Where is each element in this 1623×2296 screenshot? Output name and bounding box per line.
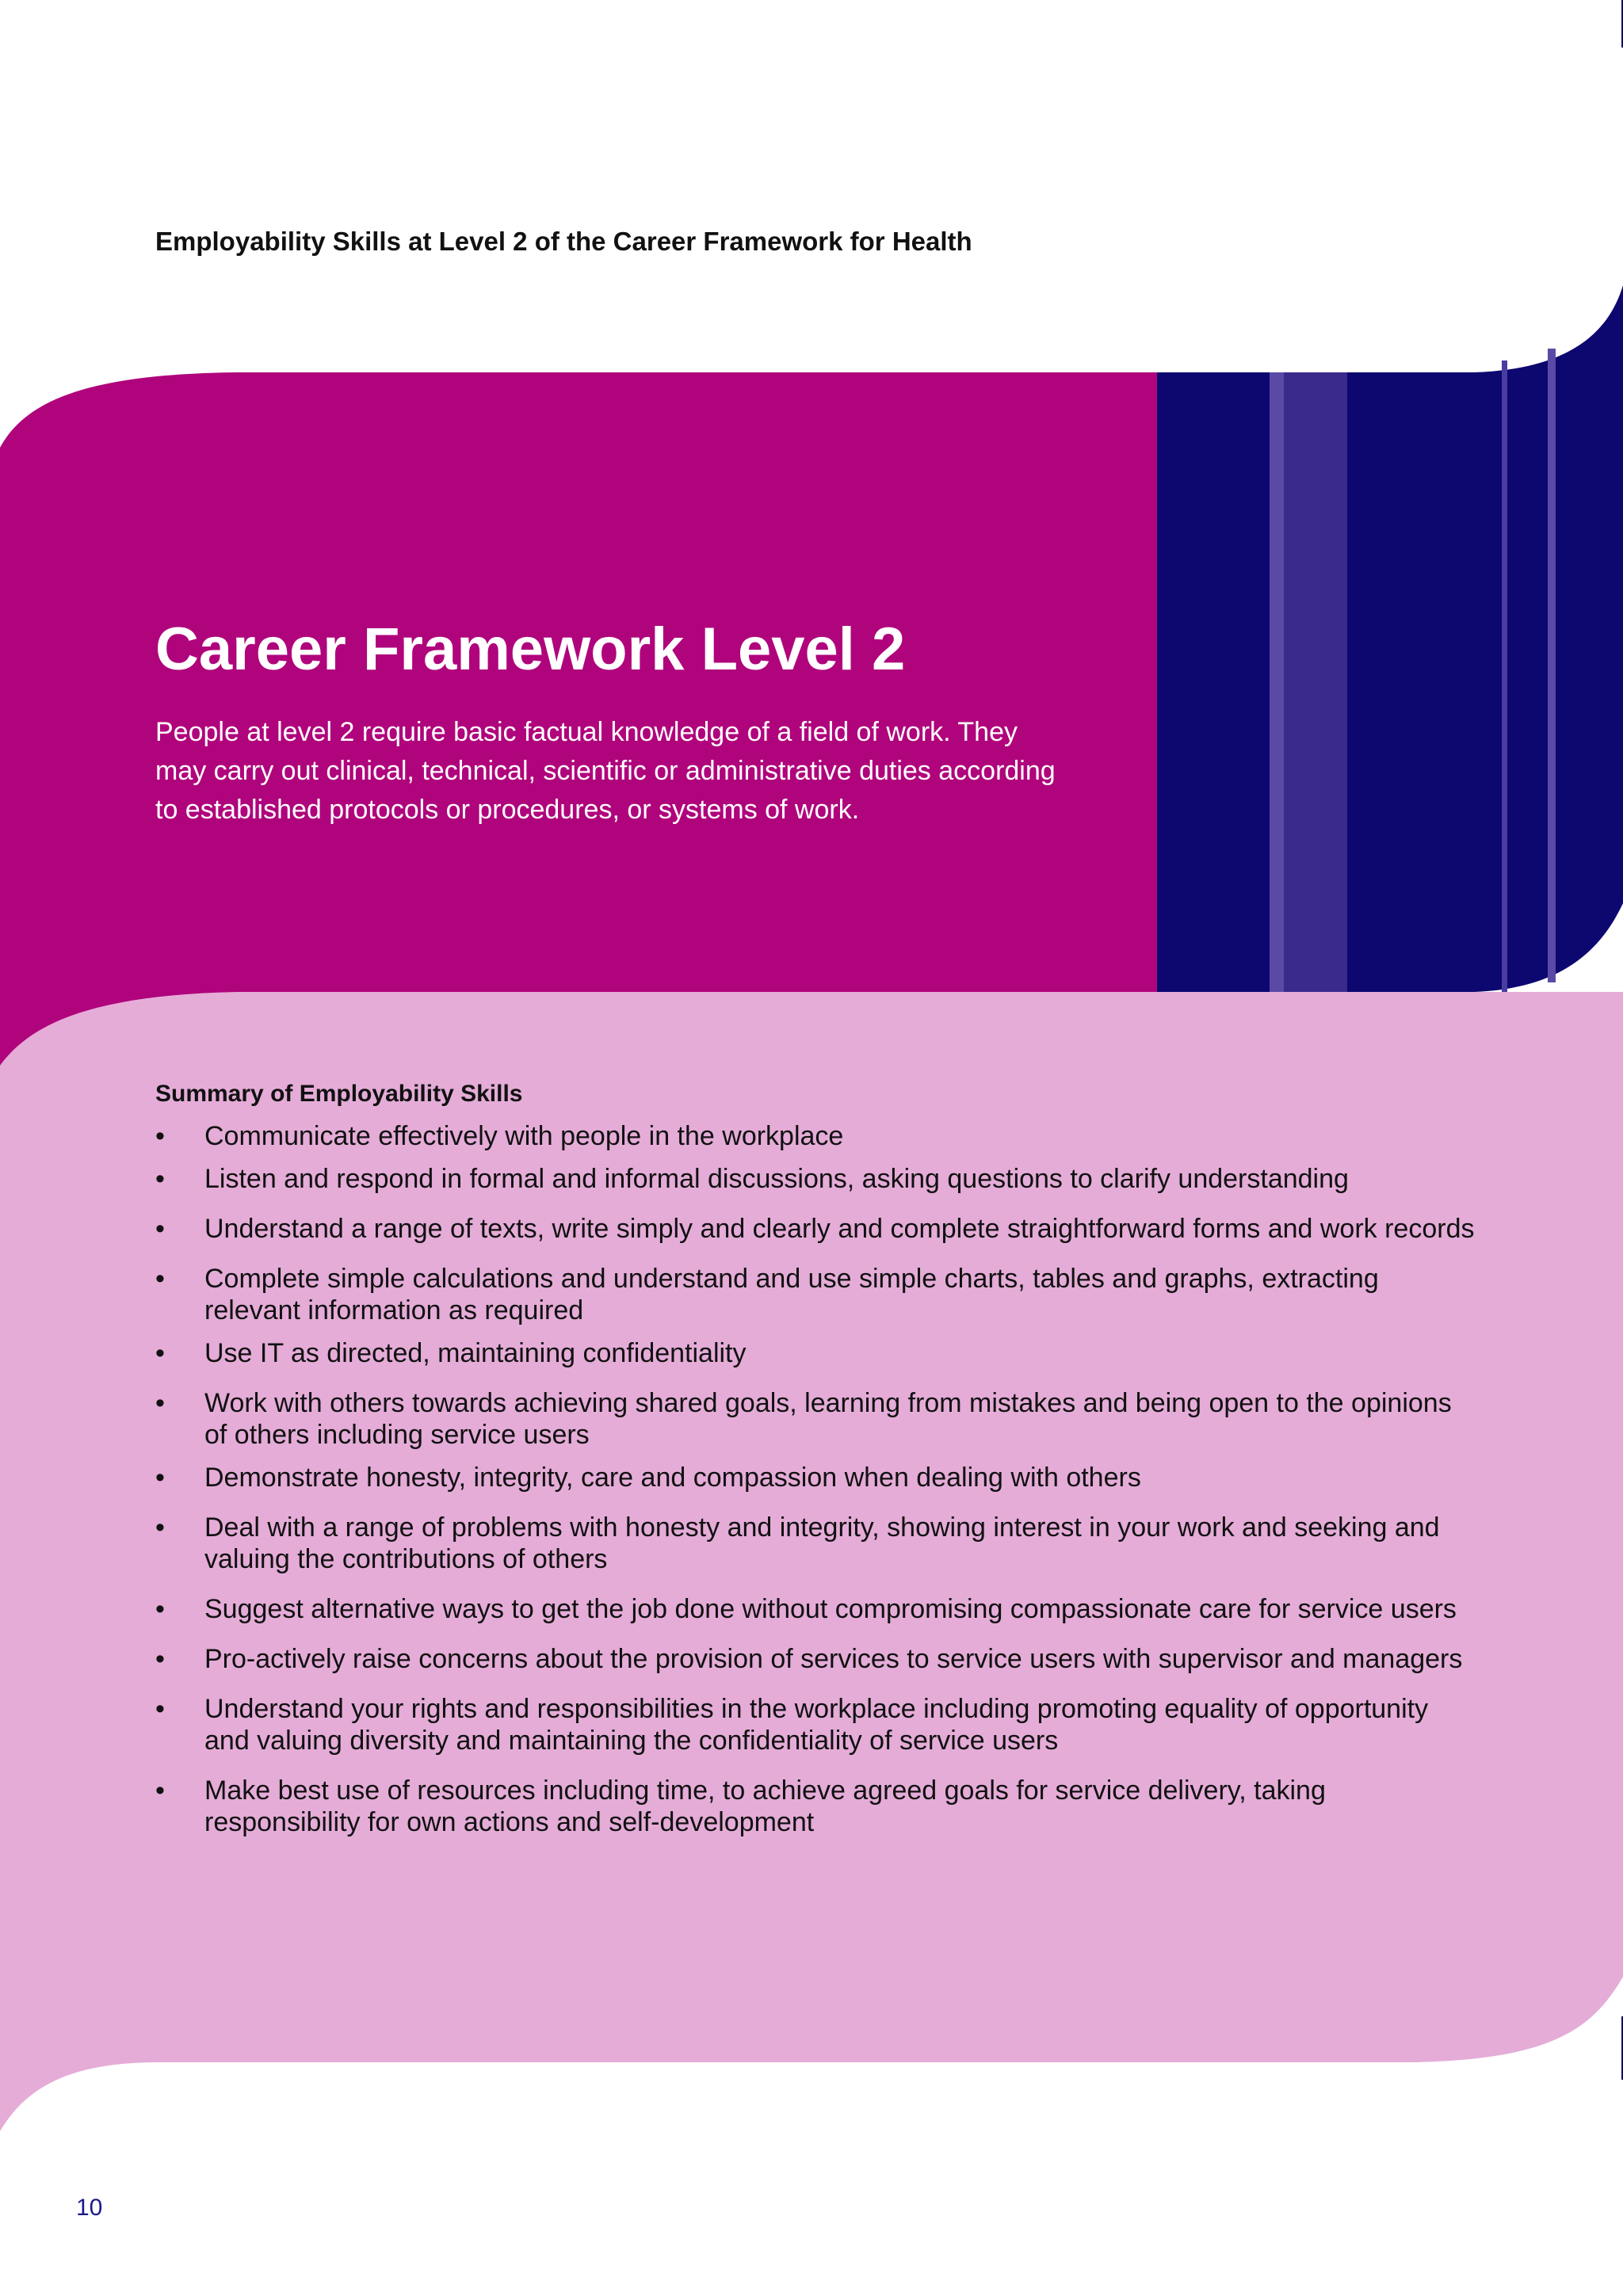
list-item-text: Complete simple calculations and understand and use simple charts, tables and graphs, extracting relevant information as required: [204, 1264, 1379, 1325]
list-item: [155, 1387, 1479, 1451]
skills-list: [155, 1120, 1479, 1856]
bullet-icon: •: [155, 1512, 165, 1543]
list-item: [155, 1775, 1479, 1838]
list-item-text: Demonstrate honesty, integrity, care and compassion when dealing with others: [204, 1463, 1141, 1493]
running-title: Employability Skills at Level 2 of the Career Framework for Health: [155, 227, 972, 256]
list-item: [155, 1693, 1479, 1756]
list-item-text: Pro-actively raise concerns about the provision of services to service users with supervisor and managers: [204, 1644, 1463, 1674]
bullet-icon: •: [155, 1644, 165, 1674]
list-item-text: Work with others towards achieving shared goals, learning from mistakes and being open to the opinions of others including service users: [204, 1388, 1452, 1450]
page-number: 10: [76, 2195, 103, 2221]
list-item: [155, 1213, 1479, 1245]
list-item: [155, 1462, 1479, 1493]
bullet-icon: •: [155, 1388, 165, 1418]
list-item: [155, 1263, 1479, 1326]
stripe: [1284, 372, 1347, 992]
bullet-icon: •: [155, 1121, 165, 1151]
bullet-icon: •: [155, 1694, 165, 1724]
list-item-text: Understand a range of texts, write simply and clearly and complete straightforward forms and work records: [204, 1214, 1475, 1244]
summary-heading: Summary of Employability Skills: [155, 1081, 523, 1107]
list-item-text: Make best use of resources including time, to achieve agreed goals for service delivery, taking responsibility for own actions and self-development: [204, 1775, 1326, 1837]
list-item-text: Understand your rights and responsibilities in the workplace including promoting equality of opportunity and valuing diversity and maintaining the confidentiality of service users: [204, 1694, 1429, 1756]
intro-paragraph: People at level 2 require basic factual knowledge of a field of work. They may carry out clinical, technical, scientific or administrative duties according to established protocols or procedures, or systems of work.: [155, 717, 1056, 825]
list-item: [155, 1337, 1479, 1369]
bullet-icon: •: [155, 1164, 165, 1194]
page-title: Career Framework Level 2: [155, 616, 906, 683]
bullet-icon: •: [155, 1264, 165, 1294]
stripe: [1502, 360, 1507, 992]
list-item: [155, 1120, 1479, 1152]
list-item: [155, 1643, 1479, 1675]
stripe: [1548, 349, 1556, 982]
list-item-text: Deal with a range of problems with honesty and integrity, showing interest in your work and seeking and valuing the contributions of others: [204, 1512, 1440, 1574]
bullet-icon: •: [155, 1214, 165, 1244]
list-item-text: Listen and respond in formal and informal discussions, asking questions to clarify understanding: [204, 1164, 1349, 1194]
bullet-icon: •: [155, 1338, 165, 1368]
stripe: [1270, 372, 1284, 992]
list-item-text: Suggest alternative ways to get the job done without compromising compassionate care for service users: [204, 1594, 1457, 1624]
bullet-icon: •: [155, 1594, 165, 1624]
list-item: [155, 1163, 1479, 1195]
list-item-text: Use IT as directed, maintaining confidentiality: [204, 1338, 747, 1368]
list-item: [155, 1512, 1479, 1575]
bullet-icon: •: [155, 1463, 165, 1493]
bullet-icon: •: [155, 1775, 165, 1806]
list-item: [155, 1593, 1479, 1625]
list-item-text: Communicate effectively with people in the workplace: [204, 1121, 844, 1151]
